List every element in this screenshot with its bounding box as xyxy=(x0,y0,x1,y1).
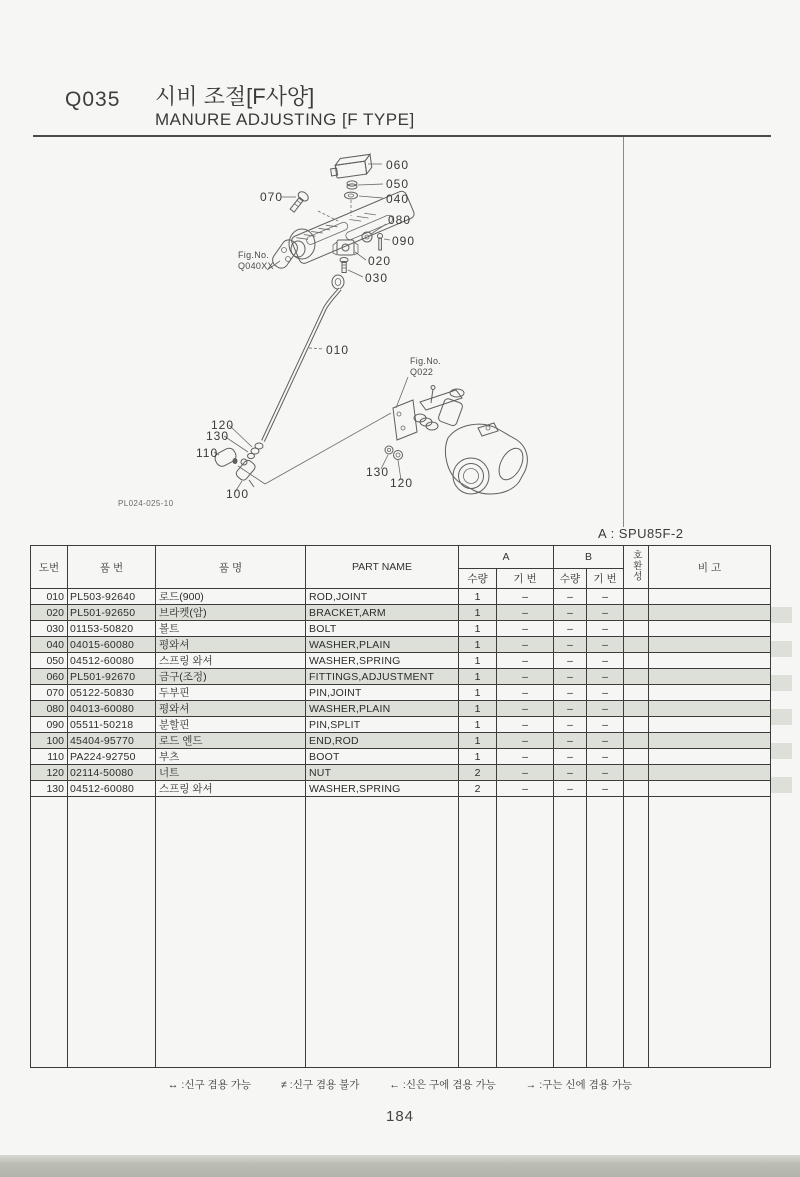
cell-compat xyxy=(624,653,649,669)
cell-compat xyxy=(624,701,649,717)
page-title-english: MANURE ADJUSTING [F TYPE] xyxy=(155,110,415,129)
cell-b-serial: – xyxy=(587,621,624,637)
callout-030: 030 xyxy=(365,271,389,285)
callout-080: 080 xyxy=(388,213,412,227)
fig-ref-q022-line1: Fig.No. xyxy=(410,356,442,366)
cell-compat xyxy=(624,717,649,733)
cell-name-ko: 로드(900) xyxy=(156,589,306,605)
cell-b-qty: – xyxy=(554,701,587,717)
cell-part-no: PL501-92650 xyxy=(68,605,156,621)
header-part-name: PART NAME xyxy=(306,546,459,589)
cell-a-serial: – xyxy=(497,749,554,765)
cell-compat xyxy=(624,765,649,781)
cell-name-ko: 브라켓(암) xyxy=(156,605,306,621)
table-row xyxy=(31,605,771,621)
row-shade-bleed xyxy=(771,777,792,793)
cell-b-qty: – xyxy=(554,765,587,781)
cell-name-ko: 금구(조정) xyxy=(156,669,306,685)
cell-b-serial: – xyxy=(587,733,624,749)
cell-b-serial: – xyxy=(587,669,624,685)
header-b-qty: 수량 xyxy=(554,569,587,589)
cell-b-qty: – xyxy=(554,733,587,749)
cell-remarks xyxy=(649,701,771,717)
cell-part-name: WASHER,PLAIN xyxy=(306,637,459,653)
header-a-qty: 수량 xyxy=(459,569,497,589)
cell-a-serial: – xyxy=(497,637,554,653)
table-row xyxy=(31,669,771,685)
cell-part-name: NUT xyxy=(306,765,459,781)
parts-table xyxy=(30,545,771,1073)
cell-b-serial: – xyxy=(587,717,624,733)
cell-part-name: END,ROD xyxy=(306,733,459,749)
legend-item xyxy=(281,1077,359,1092)
table-row xyxy=(31,685,771,701)
cell-compat xyxy=(624,637,649,653)
table-row xyxy=(31,653,771,669)
cell-part-no: 05122-50830 xyxy=(68,685,156,701)
cell-b-serial: – xyxy=(587,765,624,781)
header-fig-no: 도번 xyxy=(31,546,68,589)
cell-a-qty: 1 xyxy=(459,637,497,653)
cell-a-serial: – xyxy=(497,685,554,701)
compatibility-legend xyxy=(30,1077,770,1092)
cell-b-serial: – xyxy=(587,781,624,797)
legend-symbol-not-interchangeable: ≠ xyxy=(281,1079,287,1091)
cell-name-ko: 부츠 xyxy=(156,749,306,765)
legend-text: :신은 구에 겸용 가능 xyxy=(402,1079,496,1091)
cell-part-no: 05511-50218 xyxy=(68,717,156,733)
cell-a-qty: 1 xyxy=(459,669,497,685)
cell-part-name: BRACKET,ARM xyxy=(306,605,459,621)
legend-symbol-new-to-old: ← xyxy=(389,1079,400,1091)
cell-remarks xyxy=(649,749,771,765)
table-row xyxy=(31,621,771,637)
cell-part-name: PIN,SPLIT xyxy=(306,717,459,733)
exploded-parts-diagram xyxy=(30,140,770,528)
header-group-b: B xyxy=(554,546,624,569)
cell-remarks xyxy=(649,733,771,749)
cell-b-serial: – xyxy=(587,749,624,765)
cell-b-qty: – xyxy=(554,749,587,765)
cell-name-ko: 스프링 와셔 xyxy=(156,653,306,669)
row-shade-bleed xyxy=(771,709,792,725)
cell-remarks xyxy=(649,765,771,781)
page-number: 184 xyxy=(385,1108,415,1125)
cell-compat xyxy=(624,685,649,701)
scan-edge-band xyxy=(0,1155,800,1177)
cell-b-serial: – xyxy=(587,605,624,621)
cell-b-serial: – xyxy=(587,653,624,669)
cell-fig: 070 xyxy=(31,685,68,701)
cell-b-qty: – xyxy=(554,637,587,653)
legend-text: :신구 겸용 가능 xyxy=(181,1079,252,1091)
cell-remarks xyxy=(649,653,771,669)
table-row xyxy=(31,765,771,781)
cell-a-qty: 1 xyxy=(459,621,497,637)
cell-name-ko: 분할핀 xyxy=(156,717,306,733)
cell-fig: 100 xyxy=(31,733,68,749)
cell-fig: 080 xyxy=(31,701,68,717)
cell-part-no: 04512-60080 xyxy=(68,653,156,669)
row-shade-bleed xyxy=(771,641,792,657)
table-row xyxy=(31,637,771,653)
legend-item xyxy=(168,1077,251,1092)
callout-110: 110 xyxy=(196,446,219,460)
table-row xyxy=(31,701,771,717)
cell-name-ko: 평와셔 xyxy=(156,637,306,653)
diagram-svg xyxy=(30,140,770,528)
cell-a-serial: – xyxy=(497,653,554,669)
table-empty-area xyxy=(31,797,771,1068)
cell-a-serial: – xyxy=(497,717,554,733)
cell-a-qty: 1 xyxy=(459,733,497,749)
callout-130-right: 130 xyxy=(366,465,390,479)
cell-part-name: ROD,JOINT xyxy=(306,589,459,605)
callout-090: 090 xyxy=(392,234,416,248)
cell-b-qty: – xyxy=(554,717,587,733)
header-a-serial: 기 번 xyxy=(497,569,554,589)
cell-remarks xyxy=(649,669,771,685)
cell-fig: 060 xyxy=(31,669,68,685)
cell-part-name: WASHER,SPRING xyxy=(306,781,459,797)
cell-part-name: WASHER,PLAIN xyxy=(306,701,459,717)
drawing-number: PL024-025-10 xyxy=(118,499,174,508)
cell-compat xyxy=(624,589,649,605)
callout-100: 100 xyxy=(226,487,250,501)
cell-fig: 020 xyxy=(31,605,68,621)
cell-part-no: 04013-60080 xyxy=(68,701,156,717)
cell-b-qty: – xyxy=(554,621,587,637)
header-compatibility-text: 호환성 xyxy=(630,549,642,582)
table-row xyxy=(31,733,771,749)
cell-compat xyxy=(624,781,649,797)
cell-name-ko: 두부핀 xyxy=(156,685,306,701)
fig-ref-q040xx-line2: Q040XX xyxy=(238,261,274,271)
legend-text: :신구 겸용 불가 xyxy=(289,1079,360,1091)
cell-part-no: PL501-92670 xyxy=(68,669,156,685)
cell-name-ko: 너트 xyxy=(156,765,306,781)
cell-remarks xyxy=(649,621,771,637)
cell-remarks xyxy=(649,781,771,797)
cell-compat xyxy=(624,749,649,765)
cell-remarks xyxy=(649,717,771,733)
cell-b-serial: – xyxy=(587,685,624,701)
cell-remarks xyxy=(649,589,771,605)
callout-120-right: 120 xyxy=(390,476,414,490)
cell-name-ko: 스프링 와셔 xyxy=(156,781,306,797)
cell-remarks xyxy=(649,685,771,701)
cell-part-no: 04015-60080 xyxy=(68,637,156,653)
cell-name-ko: 볼트 xyxy=(156,621,306,637)
cell-a-serial: – xyxy=(497,733,554,749)
cell-a-serial: – xyxy=(497,669,554,685)
cell-a-serial: – xyxy=(497,621,554,637)
variant-note: A : SPU85F-2 xyxy=(598,526,684,541)
callout-040: 040 xyxy=(386,192,410,206)
table-row xyxy=(31,589,771,605)
legend-item xyxy=(526,1077,632,1092)
cell-part-no: PL503-92640 xyxy=(68,589,156,605)
callout-130-left: 130 xyxy=(206,429,230,443)
cell-a-qty: 1 xyxy=(459,717,497,733)
cell-compat xyxy=(624,621,649,637)
cell-a-serial: – xyxy=(497,589,554,605)
legend-item xyxy=(389,1077,495,1092)
header-part-no: 품 번 xyxy=(68,546,156,589)
cell-part-name: FITTINGS,ADJUSTMENT xyxy=(306,669,459,685)
callout-020: 020 xyxy=(368,254,392,268)
cell-a-qty: 1 xyxy=(459,749,497,765)
cell-a-serial: – xyxy=(497,781,554,797)
cell-compat xyxy=(624,605,649,621)
header-b-serial: 기 번 xyxy=(587,569,624,589)
cell-b-qty: – xyxy=(554,605,587,621)
fig-ref-q022-line2: Q022 xyxy=(410,367,434,377)
cell-part-name: BOOT xyxy=(306,749,459,765)
table-row xyxy=(31,717,771,733)
cell-fig: 050 xyxy=(31,653,68,669)
cell-a-serial: – xyxy=(497,701,554,717)
cell-fig: 030 xyxy=(31,621,68,637)
cell-a-qty: 2 xyxy=(459,765,497,781)
cell-part-no: 01153-50820 xyxy=(68,621,156,637)
header-group-a: A xyxy=(459,546,554,569)
cell-b-serial: – xyxy=(587,589,624,605)
cell-compat xyxy=(624,669,649,685)
cell-fig: 120 xyxy=(31,765,68,781)
header-compatibility xyxy=(624,546,649,589)
cell-remarks xyxy=(649,637,771,653)
cell-name-ko: 로드 엔드 xyxy=(156,733,306,749)
fig-ref-q040xx-line1: Fig.No. xyxy=(238,250,270,260)
row-shade-bleed xyxy=(771,675,792,691)
cell-name-ko: 평와셔 xyxy=(156,701,306,717)
cell-fig: 130 xyxy=(31,781,68,797)
cell-a-serial: – xyxy=(497,765,554,781)
header-remarks: 비 고 xyxy=(649,546,771,589)
legend-symbol-both: ↔ xyxy=(167,1079,179,1091)
cell-part-name: PIN,JOINT xyxy=(306,685,459,701)
cell-a-qty: 2 xyxy=(459,781,497,797)
table-row xyxy=(31,781,771,797)
cell-b-qty: – xyxy=(554,685,587,701)
cell-part-no: 45404-95770 xyxy=(68,733,156,749)
title-divider xyxy=(33,135,771,137)
cell-a-qty: 1 xyxy=(459,701,497,717)
cell-part-no: 04512-60080 xyxy=(68,781,156,797)
cell-a-qty: 1 xyxy=(459,589,497,605)
callout-120-left: 120 xyxy=(211,418,235,432)
cell-a-qty: 1 xyxy=(459,653,497,669)
cell-fig: 040 xyxy=(31,637,68,653)
cell-a-qty: 1 xyxy=(459,685,497,701)
legend-symbol-old-to-new: → xyxy=(525,1079,537,1091)
cell-b-qty: – xyxy=(554,781,587,797)
header-name-ko: 품 명 xyxy=(156,546,306,589)
callout-070: 070 xyxy=(260,190,284,204)
row-shade-bleed xyxy=(771,743,792,759)
cell-b-qty: – xyxy=(554,589,587,605)
cell-remarks xyxy=(649,605,771,621)
cell-b-serial: – xyxy=(587,637,624,653)
cell-a-serial: – xyxy=(497,605,554,621)
section-code: Q035 xyxy=(65,88,121,111)
table-row xyxy=(31,749,771,765)
cell-b-qty: – xyxy=(554,669,587,685)
legend-text: :구는 신에 겸용 가능 xyxy=(539,1079,633,1091)
cell-b-qty: – xyxy=(554,653,587,669)
cell-fig: 110 xyxy=(31,749,68,765)
cell-a-qty: 1 xyxy=(459,605,497,621)
callout-050: 050 xyxy=(386,177,410,191)
cell-part-name: BOLT xyxy=(306,621,459,637)
cell-b-serial: – xyxy=(587,701,624,717)
cell-fig: 090 xyxy=(31,717,68,733)
callout-010: 010 xyxy=(326,343,350,357)
callout-060: 060 xyxy=(386,158,410,172)
page-title-korean: 시비 조절[F사양] xyxy=(155,84,315,109)
cell-part-name: WASHER,SPRING xyxy=(306,653,459,669)
cell-compat xyxy=(624,733,649,749)
row-shade-bleed xyxy=(771,607,792,623)
cell-part-no: 02114-50080 xyxy=(68,765,156,781)
cell-part-no: PA224-92750 xyxy=(68,749,156,765)
cell-fig: 010 xyxy=(31,589,68,605)
